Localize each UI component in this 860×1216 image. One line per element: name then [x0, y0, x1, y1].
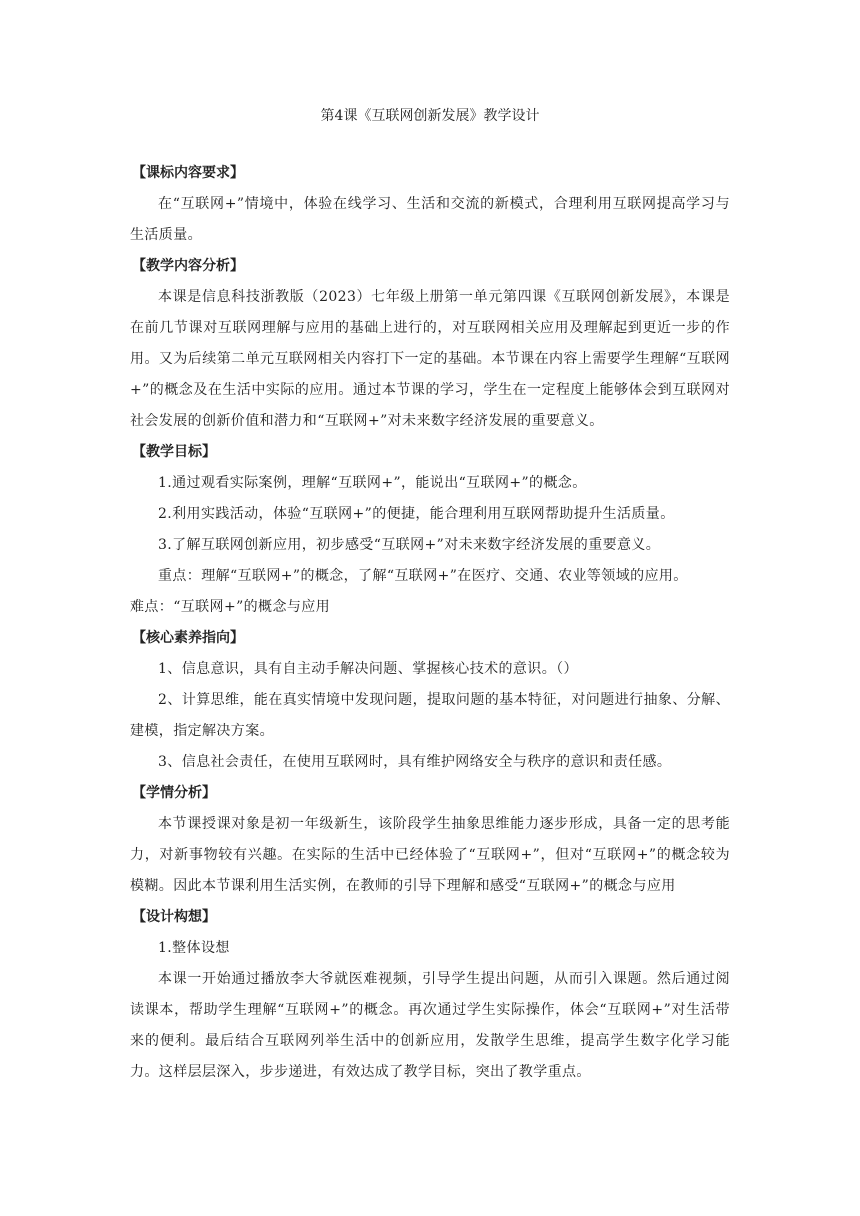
- section-heading-content-analysis: 【教学内容分析】: [132, 258, 244, 274]
- section-heading-core-literacy: 【核心素养指向】: [132, 630, 244, 646]
- section-heading-learner-analysis: 【学情分析】: [132, 785, 216, 801]
- objective-item-2: 2.利用实践活动，体验“互联网+”的便捷，能合理利用互联网帮助提升生活质量。: [158, 506, 675, 522]
- objective-difficulty: 难点：“互联网+”的概念与应用: [130, 599, 331, 615]
- document-title: 第4课《互联网创新发展》教学设计: [320, 108, 540, 124]
- paragraph-content-analysis: 本课是信息科技浙教版（2023）七年级上册第一单元第四课《互联网创新发展》，本课是在前几节课对互联网理解与应用的基础上进行的，对互联网相关应用及理解起到更近一步的作用。又为后续第二单元互联网相关内容打下一定的基础。本节课在内容上需要学生理解“互联网+”的概念及在生活中实际的应用。通过本节课的学习，学生在一定程度上能够体会到互联网对社会发展的创新价值和潜力和“互联网+”对未来数字经济发展的重要意义。: [130, 289, 730, 429]
- section-heading-design: 【设计构想】: [132, 909, 216, 925]
- core-literacy-item-2: 2、计算思维，能在真实情境中发现问题，提取问题的基本特征，对问题进行抽象、分解、建模，指定解决方案。: [130, 692, 730, 739]
- paragraph-design: 本课一开始通过播放李大爷就医难视频，引导学生提出问题，从而引入课题。然后通过阅读课本，帮助学生理解“互联网+”的概念。再次通过学生实际操作，体会“互联网+”对生活带来的便利。最后结合互联网列举生活中的创新应用，发散学生思维，提高学生数字化学习能力。这样层层深入，步步递进，有效达成了教学目标，突出了教学重点。: [130, 971, 730, 1080]
- paragraph-learner-analysis: 本节课授课对象是初一年级新生，该阶段学生抽象思维能力逐步形成，具备一定的思考能力，对新事物较有兴趣。在实际的生活中已经体验了“互联网+”，但对“互联网+”的概念较为模糊。因此本节课利用生活实例，在教师的引导下理解和感受“互联网+”的概念与应用: [130, 816, 730, 894]
- section-heading-objectives: 【教学目标】: [132, 444, 216, 460]
- document-body: [130, 100, 730, 1088]
- design-subheading: 1.整体设想: [158, 940, 230, 956]
- objective-item-1: 1.通过观看实际案例，理解“互联网+”，能说出“互联网+”的概念。: [158, 475, 587, 491]
- core-literacy-item-1: 1、信息意识，具有自主动手解决问题、掌握核心技术的意识。（）: [158, 661, 578, 677]
- objective-key-point: 重点：理解“互联网+”的概念，了解“互联网+”在医疗、交通、农业等领域的应用。: [158, 568, 688, 584]
- paragraph-standard: 在“互联网+”情境中，体验在线学习、生活和交流的新模式，合理利用互联网提高学习与生活质量。: [130, 196, 730, 243]
- core-literacy-item-3: 3、信息社会责任，在使用互联网时，具有维护网络安全与秩序的意识和责任感。: [158, 754, 672, 770]
- objective-item-3: 3.了解互联网创新应用，初步感受“互联网+”对未来数字经济发展的重要意义。: [158, 537, 661, 553]
- section-heading-standard: 【课标内容要求】: [132, 165, 244, 181]
